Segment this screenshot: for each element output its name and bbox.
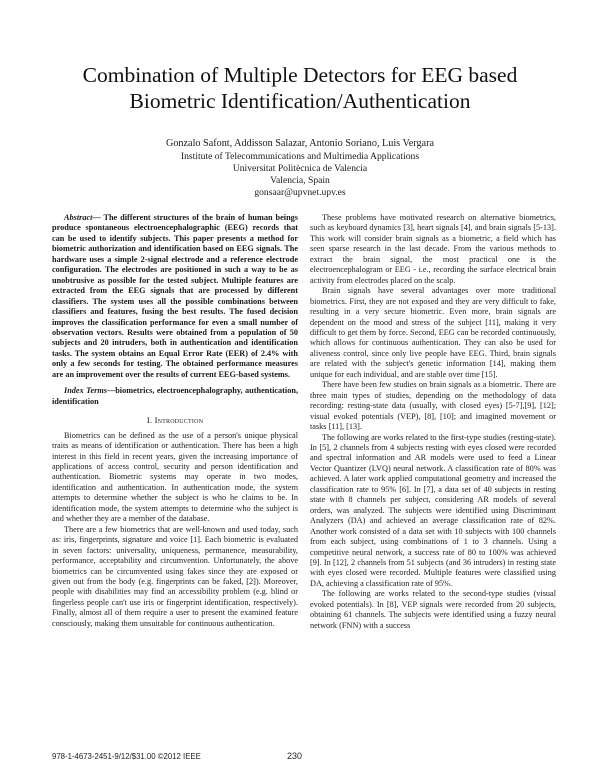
index-terms-text: —biometrics, electroencephalography, authentication, identification	[52, 386, 298, 406]
right-column	[310, 213, 556, 631]
section-title: Introduction	[154, 415, 204, 426]
abstract	[52, 213, 298, 380]
abstract-label: Abstract	[64, 213, 93, 222]
author-email: gonsaar@upvnet.upv.es	[254, 187, 346, 198]
footer-isbn: 978-1-4673-2451-9/12/$31.00 ©2012 IEEE	[52, 752, 201, 761]
section-numeral: I.	[146, 415, 155, 426]
abstract-text: — The different structures of the brain of human beings produce spontaneous electroencephalographic (EEG) records that can be used to identify subjects. This paper presents a method for biometric authorization and identification based on EEG signals. The hardware uses a simple 2-signal electrode and a reference electrode configuration. The electrodes are positioned in such a way to be as unobtrusive as possible for the tested subject. Multiple features are extracted from the EEG signals that are processed by different classifiers. The system uses all the possible combinations between classifiers and features, fusing the best results. The fused decision improves the classification performance for even a small number of observation vectors. Results were obtained from a population of 50 subjects and 20 intruders, both in authentication and identification tasks. The system obtains an Equal Error Rate (EER) of 2.4% with only a few seconds for testing. The obtained performance measures are an improvement over the results of current EEG-based systems.	[52, 213, 298, 379]
body-paragraph: These problems have motivated research on alternative biometrics, such as keyboard dynamics [3], heart signals [4], and brain signals [5-13]. This work will consider brain signals as a biometric, a field which has seen sparse research in the last decade. From the various methods to extract the brain signal, the most practical one is the electroencephalogram or EEG - i.e., recording the surface electrical brain activity from electrodes placed on the scalp.	[310, 213, 556, 285]
body-paragraph: There are a few biometrics that are well-known and used today, such as: iris, fingerprints, signature and voice [1]. Each biometric is evaluated in seven factors: universality, uniqueness, permanence, measurability, performance, acceptability and circumvention. Unfortunately, the above biometrics can be circumvented using fakes since they are exposed or given out from the body (e.g. fingerprints can be faked, [2]). Moreover, people with disabilities may find an accessibility problem (e.g. blind or fingerless people can't use iris or fingerprint identification, respectively). Finally, almost all of them require a user to present the examined feature consciously, making them unsuitable for continuous authentication.	[52, 524, 298, 628]
body-paragraph: The following are works related to the first-type studies (resting-state). In [5], 2 channels from 4 subjects resting with eyes closed were recorded and spectral information and AR models were used to feed a Linear Vector Quantizer (LVQ) neural network. A classification rate of 80% was achieved. A later work applied computational geometry and increased the classification rate to 95% [6]. In [7], a data set of 40 subjects in resting state with 8 channels per subject, considering AR models of several orders, was analyzed. The subjects were identified using Discriminant Analyzers (DA) and achieved an average classification rate of 82%. Another work consisted of a data set with 10 subjects with 100 channels from each subject, using combinations of 1 to 3 channels. Using a competitive neural network, a success rate of 80 to 100% was achieved [9]. In [12], 2 channels from 51 subjects (and 36 intruders) in resting state with eyes closed were recorded. Multiple features were classified using DA, achieving a classification rate of 95%.	[310, 432, 556, 588]
index-terms-label: Index Terms	[64, 386, 107, 396]
body-paragraph: There have been few studies on brain signals as a biometric. There are three main types of studies, depending on the methodology of data recording: resting-state data (usually, with closed eyes) [5-7],[9], [12]; visual evoked potentials (VEP), [8], [10]; and imagined movement or tasks [11], [13].	[310, 380, 556, 432]
paper-title: Combination of Multiple Detectors for EEG based Biometric Identification/Authentication	[82, 63, 518, 113]
body-paragraph: Brain signals have several advantages over more traditional biometrics. First, they are not exposed and they are very difficult to fake, resulting in a very secure biometric. Even more, brain signals are dependent on the mood and stress of the subject [11], making it very difficult to get them by force. Second, EEG can be recorded continuously, which allows for continuous authentication. They can also be used for aliveness control, since only live people have EEG. Third, brain signals are related with the subject's genetic information [14], making them unique for each individual, and are stable over time [15].	[310, 286, 556, 379]
body-paragraph: Biometrics can be defined as the use of a person's unique physical traits as means of identification or authentication. There has been a high interest in this field in recent years, given the increasing importance of applications of access control, security and person identification and authentication. Biometric systems may operate in two modes, identification and authentication. In authentication mode, the system attempts to determine whether the subject is who he claims to be. In identification mode, the system attempts to determine who the subject is and whether they are a member of the database.	[52, 430, 298, 524]
affiliation-location: Valencia, Spain	[270, 175, 330, 186]
index-terms	[52, 386, 298, 407]
author-block	[40, 138, 560, 199]
body-paragraph: The following are works related to the second-type studies (visual evoked potentials). In [8], VEP signals were recorded from 20 subjects, obtaining 61 channels. The subjects were identified using a fuzzy neural network (FNN) with a success	[310, 589, 556, 630]
left-column	[52, 213, 298, 629]
page-number: 230	[287, 751, 303, 761]
affiliation-institute: Institute of Telecommunications and Multimedia Applications	[180, 151, 420, 162]
author-names: Gonzalo Safont, Addisson Salazar, Antonio Soriano, Luis Vergara	[165, 138, 434, 149]
section-heading-introduction	[52, 415, 298, 425]
affiliation-university: Universitat Politècnica de Valencia	[232, 163, 368, 174]
